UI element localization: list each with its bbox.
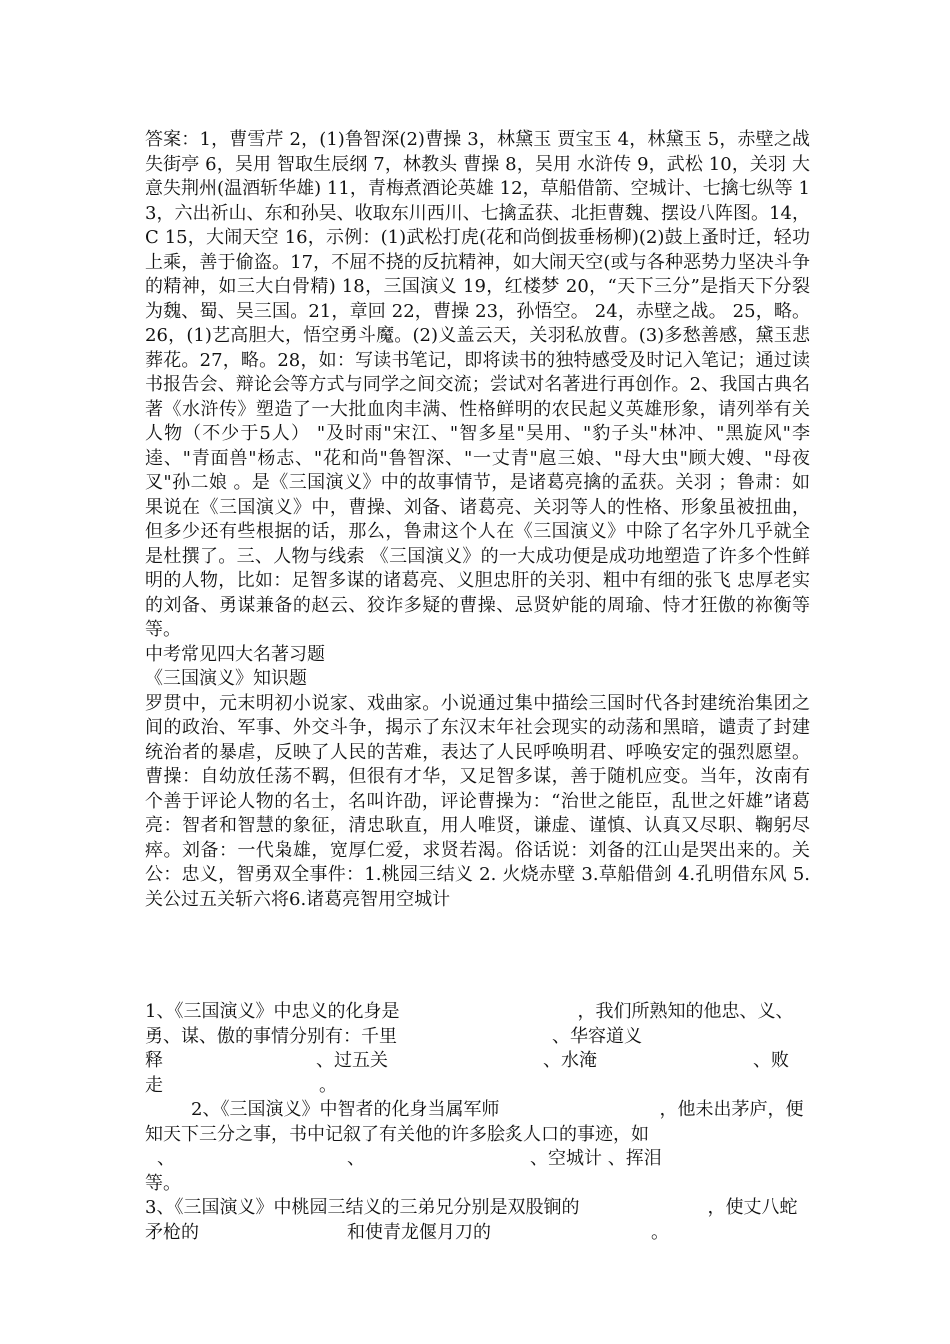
questions-section bbox=[145, 1000, 810, 1245]
question-1-text: 勇、谋、傲的事情分别有：千里 bbox=[145, 1025, 397, 1047]
question-3-text: 矛枪的 bbox=[145, 1221, 199, 1243]
question-1-text: 、水淹 bbox=[543, 1050, 597, 1071]
question-1-text: 走 bbox=[145, 1074, 163, 1096]
question-3-text: 和使青龙偃月刀的 bbox=[347, 1221, 491, 1243]
knowledge-paragraph: 罗贯中，元末明初小说家、戏曲家。小说通过集中描绘三国时代各封建统治集团之间的政治、军事、外交斗争，揭示了东汉末年社会现实的动荡和黑暗，谴责了封建统治者的暴虐，反映了人民的苦难，表达了人民呼唤明君、呼唤安定的强烈愿望。曹操：自幼放任荡不羁，但很有才华，又足智多谋，善于随机应变。当年，汝南有个善于评论人物的名士，名叫许劭，评论曹操为：“治世之能臣，乱世之奸雄”诸葛亮：智者和智慧的象征，清忠耿直，用人唯贤，谦虚、谨慎、认真又尽职、鞠躬尽瘁。刘备：一代枭雄，宽厚仁爱，求贤若渴。俗话说：刘备的江山是哭出来的。关公：忠义，智勇双全事件：1.桃园三结义 2. 火烧赤壁 3.草船借剑 4.孔明借东风 5.关公过五关斩六将6.诸葛亮智用空城计 bbox=[145, 692, 810, 910]
question-2-line-3 bbox=[145, 1147, 810, 1172]
section-heading-sanguo: 《三国演义》知识题 bbox=[145, 668, 307, 689]
question-1-text: 、过五关 bbox=[316, 1050, 388, 1071]
question-3-line-2 bbox=[145, 1221, 810, 1246]
answer-paragraph: 答案：1，曹雪芹 2，(1)鲁智深(2)曹操 3，林黛玉 贾宝玉 4，林黛玉 5，赤壁之战 失街亭 6，吴用 智取生辰纲 7，林教头 曹操 8，吴用 水浒传 9，武松 10，关羽 大意失荆州(温酒斩华雄) 11，青梅煮酒论英雄 12，草船借箭、空城计、七擒七纵等 13，六出祈山、东和孙吴、收取东川西川、七擒孟获、北拒曹魏、摆设八阵图。14，C 15，大闹天空 16，示例：(1)武松打虎(花和尚倒拔垂杨柳)(2)鼓上蚤时迁，轻功上乘，善于偷盗。17，不屈不挠的反抗精神，如大闹天空(或与各种恶势力坚决斗争的精神，如三大白骨精) 18，三国演义 19，红楼梦 20，“天下三分”是指天下分裂为魏、蜀、吴三国。21，章回 22，曹操 23，孙悟空。 24，赤壁之战。 25，略。26，(1)艺高胆大，悟空勇斗魔。(2)义盖云天，关羽私放曹。(3)多愁善感，黛玉悲葬花。27，略。28，如：写读书笔记，即将读书的独特感受及时记入笔记；通过读书报告会、辩论会等方式与同学之间交流；尝试对名著进行再创作。2、我国古典名著《水浒传》塑造了一大批血肉丰满、性格鲜明的农民起义英雄形象，请列举有关人物（不少于5人） "及时雨"宋江、"智多星"吴用、"豹子头"林冲、"黑旋风"李逵、"青面兽"杨志、"花和尚"鲁智深、"一丈青"扈三娘、"母大虫"顾大嫂、"母夜叉"孙二娘 。是《三国演义》中的故事情节，是诸葛亮擒的孟获。关羽 ；鲁肃：如果说在《三国演义》中，曹操、刘备、诸葛亮、关羽等人的性格、形象虽被扭曲，但多少还有些根据的话，那么，鲁肃这个人在《三国演义》中除了名字外几乎就全是杜撰了。三、人物与线索 《三国演义》的一大成功便是成功地塑造了许多个性鲜明的人物，比如：足智多谋的诸葛亮、义胆忠肝的关羽、粗中有细的张飞 忠厚老实的刘备、勇谋兼备的赵云、狡诈多疑的曹操、忌贤妒能的周瑜、恃才狂傲的祢衡等等。 bbox=[145, 129, 810, 640]
question-1-line-3 bbox=[145, 1049, 810, 1074]
question-1-text: 释 bbox=[145, 1050, 163, 1071]
question-1-line-2 bbox=[145, 1025, 810, 1050]
question-2-text: 知天下三分之事，书中记叙了有关他的许多脍炙人口的事迹，如 bbox=[145, 1123, 649, 1145]
question-1-line-4 bbox=[145, 1074, 810, 1099]
question-1-text: 、华容道义 bbox=[552, 1025, 642, 1047]
question-2-line-4 bbox=[145, 1172, 810, 1197]
question-2-text: 、空城计 、挥泪 bbox=[530, 1148, 662, 1169]
question-2-line-1 bbox=[145, 1098, 810, 1123]
question-2-text: 、 bbox=[347, 1148, 365, 1169]
question-2-text: 2、《三国演义》中智者的化身当属军师 bbox=[191, 1099, 500, 1120]
question-2-text: ，他未出茅庐，便 bbox=[659, 1099, 804, 1120]
question-3-text: 。 bbox=[651, 1221, 669, 1243]
question-3-text: ，使丈八蛇 bbox=[707, 1197, 798, 1218]
question-2-line-2 bbox=[145, 1123, 810, 1148]
question-1-line-1 bbox=[145, 1000, 810, 1025]
question-1-text: ，我们所熟知的他忠、义、 bbox=[577, 1001, 794, 1022]
answers-section bbox=[145, 128, 810, 912]
section-heading-exercises: 中考常见四大名著习题 bbox=[145, 643, 325, 665]
question-1-text: 。 bbox=[319, 1074, 337, 1096]
question-2-text: 等。 bbox=[145, 1172, 181, 1194]
question-1-text: 、败 bbox=[753, 1050, 789, 1071]
question-3-line-1 bbox=[145, 1196, 810, 1221]
question-2-text: 、 bbox=[157, 1148, 175, 1169]
question-3-text: 3、《三国演义》中桃园三结义的三弟兄分别是双股锏的 bbox=[145, 1197, 580, 1218]
question-1-text: 1、《三国演义》中忠义的化身是 bbox=[145, 1001, 400, 1022]
